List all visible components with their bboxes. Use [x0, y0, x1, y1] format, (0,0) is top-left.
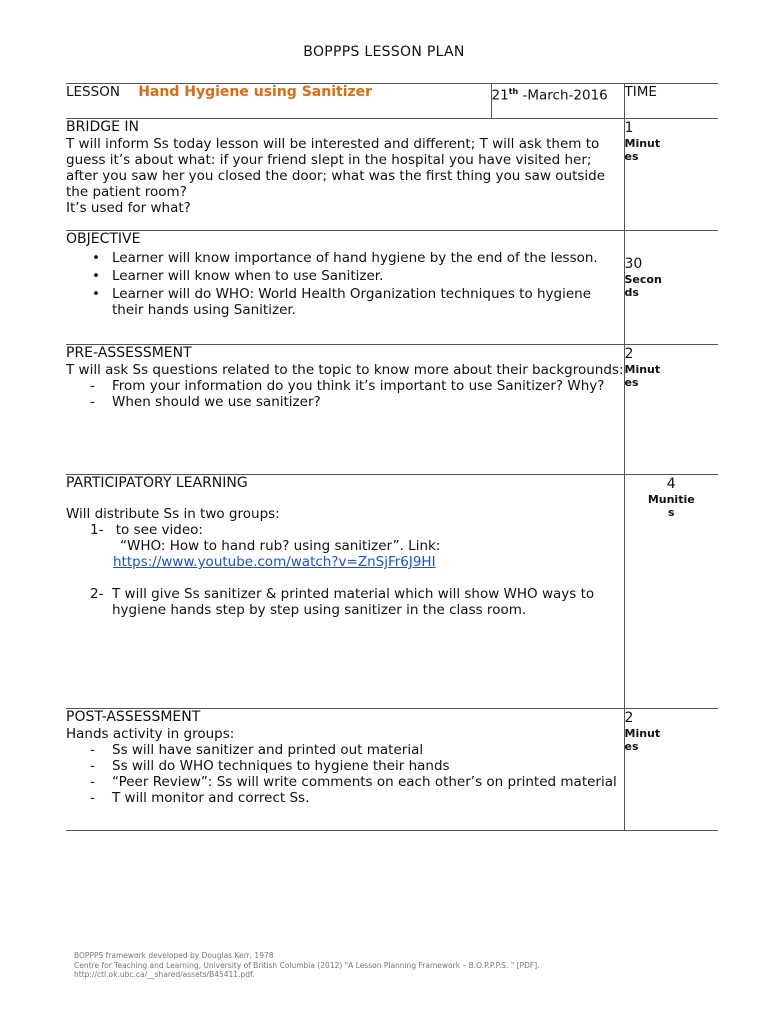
bridge-in-title: BRIDGE IN — [66, 119, 139, 135]
objective-title: OBJECTIVE — [66, 231, 141, 247]
list-item: - Ss will have sanitizer and printed out material — [112, 742, 624, 758]
pre-assessment-time-unit: Minut es — [624, 363, 661, 389]
post-assessment-time-unit: Minut es — [624, 727, 661, 753]
date-day: 21 — [491, 87, 509, 104]
bridge-in-time-unit: Minut es — [624, 137, 661, 163]
participatory-time-unit: Munitie s — [647, 493, 695, 519]
objective-time — [624, 231, 718, 345]
pre-assessment-row — [66, 345, 718, 475]
participatory-step-1 — [66, 522, 624, 538]
participatory-time-value: 4 — [666, 476, 676, 492]
participatory-time — [624, 475, 718, 709]
post-assessment-cell — [66, 709, 624, 831]
step-1-quote: “WHO: How to hand rub? using sanitizer”. Link: — [120, 538, 441, 554]
participatory-intro: Will distribute Ss in two groups: — [66, 506, 280, 522]
list-item: - Ss will do WHO techniques to hygiene their hands — [112, 758, 624, 774]
video-link[interactable]: https://www.youtube.com/watch?v=ZnSjFr6J9HI — [113, 554, 436, 570]
list-item: - T will monitor and correct Ss. — [112, 790, 624, 806]
post-assessment-title: POST-ASSESSMENT — [66, 709, 201, 725]
list-item: • Learner will do WHO: World Health Organization techniques to hygiene their hands using Sanitizer. — [112, 286, 624, 318]
bridge-in-text-2: It’s used for what? — [66, 200, 191, 216]
pre-assessment-title: PRE-ASSESSMENT — [66, 345, 192, 361]
pre-assessment-text: T will ask Ss questions related to the topic to know more about their backgrounds: — [66, 362, 624, 378]
objective-time-value: 30 — [624, 256, 643, 272]
date-cell — [491, 84, 624, 119]
date-suffix: th — [508, 87, 519, 96]
pre-assessment-time — [624, 345, 718, 475]
step-1-number: 1- — [90, 522, 104, 538]
pre-assessment-list — [66, 378, 624, 410]
post-assessment-list — [66, 742, 624, 806]
document-title: BOPPPS LESSON PLAN — [303, 44, 465, 60]
pre-assessment-cell — [66, 345, 624, 475]
date-rest: -March-2016 — [518, 87, 608, 104]
step-2-number: 2- — [90, 586, 104, 602]
lesson-label: LESSON — [66, 84, 120, 100]
list-item: - When should we use sanitizer? — [112, 394, 624, 410]
footer — [74, 951, 714, 980]
list-item: - From your information do you think it’s important to use Sanitizer? Why? — [112, 378, 624, 394]
post-assessment-time-value: 2 — [624, 710, 634, 726]
bridge-in-time — [624, 119, 718, 231]
participatory-row — [66, 475, 718, 709]
header-row — [66, 84, 718, 119]
post-assessment-time — [624, 709, 718, 831]
step-2-text: T will give Ss sanitizer & printed material which will show WHO ways to hygiene hands step by step using sanitizer in the class room. — [112, 586, 595, 618]
participatory-title: PARTICIPATORY LEARNING — [66, 475, 248, 491]
lesson-cell — [66, 84, 491, 119]
footer-line-2: Centre for Teaching and Learning, University of British Columbia (2012) "A Lesson Planning Framework – B.O.P.P.P.S. " [PDF]. — [74, 960, 540, 970]
objective-row — [66, 231, 718, 345]
footer-line-1: BOPPPS framework developed by Douglas Kerr, 1978 — [74, 951, 274, 960]
objective-time-unit: Secon ds — [624, 273, 662, 299]
bridge-in-cell — [66, 119, 624, 231]
lesson-topic: Hand Hygiene using Sanitizer — [138, 84, 373, 100]
participatory-step-2 — [66, 586, 624, 618]
bridge-in-text: T will inform Ss today lesson will be interested and different; T will ask them to guess it’s about what: if your friend slept in the hospital you have visited her; after you saw her you closed the door; what was the first thing you saw outside the patient room? — [66, 136, 606, 200]
time-header: TIME — [624, 84, 718, 119]
post-assessment-row — [66, 709, 718, 831]
step-1-text: to see video: — [115, 522, 203, 538]
footer-line-3: http://ctl.ok.ubc.ca/__shared/assets/B45411.pdf. — [74, 970, 255, 979]
participatory-cell — [66, 475, 624, 709]
bridge-in-time-value: 1 — [624, 120, 634, 136]
pre-assessment-time-value: 2 — [624, 346, 634, 362]
post-assessment-text: Hands activity in groups: — [66, 726, 235, 742]
list-item: • Learner will know when to use Sanitizer. — [112, 268, 624, 284]
objective-cell — [66, 231, 624, 345]
lesson-plan-table — [66, 83, 718, 831]
bridge-in-row — [66, 119, 718, 231]
list-item: - “Peer Review”: Ss will write comments on each other’s on printed material — [112, 774, 624, 790]
list-item: • Learner will know importance of hand hygiene by the end of the lesson. — [112, 250, 624, 266]
objective-list — [66, 250, 624, 318]
